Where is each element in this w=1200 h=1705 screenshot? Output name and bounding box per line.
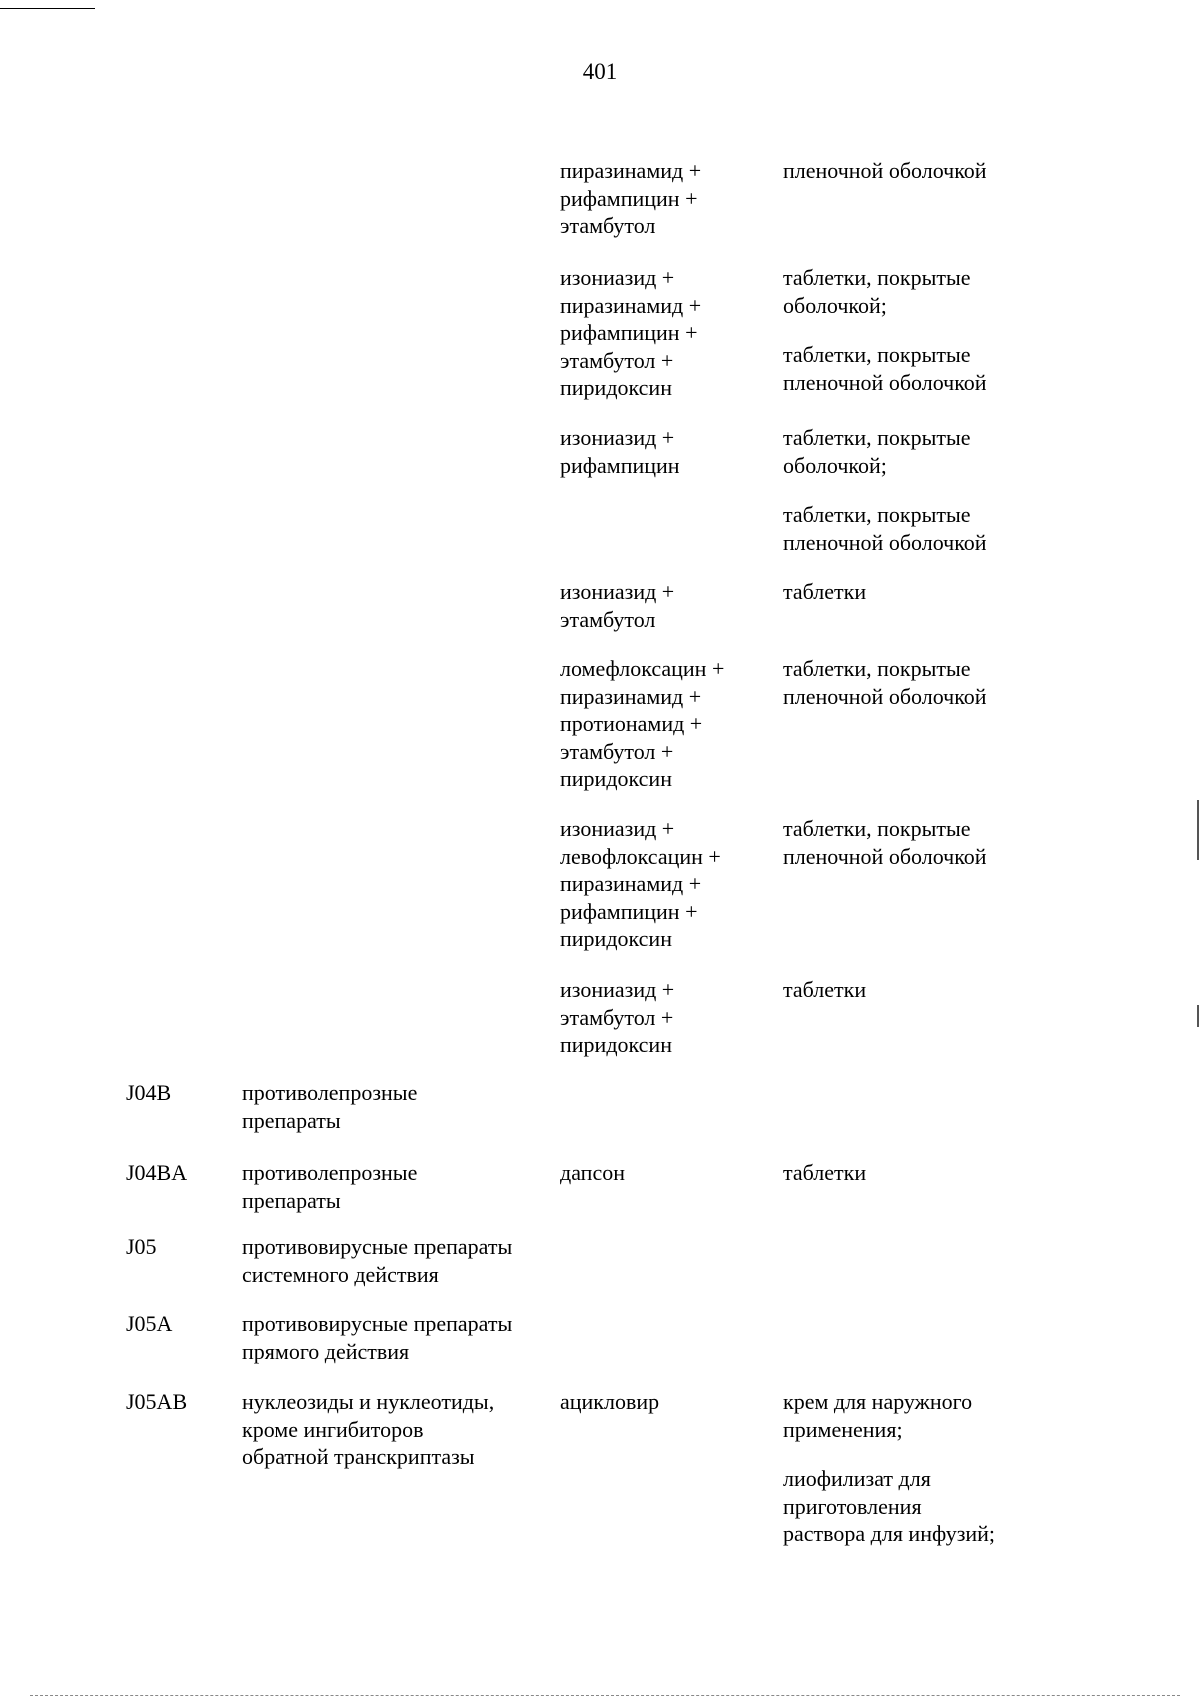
- dosage-forms: [783, 578, 1083, 606]
- text-line: этамбутол: [560, 213, 656, 238]
- text-line: оболочкой;: [783, 452, 887, 478]
- text-line: пленочной оболочкой: [783, 683, 987, 709]
- group-name: [242, 1079, 562, 1134]
- text-line: протионамид +: [560, 711, 703, 736]
- text-line: обратной транскриптазы: [242, 1444, 475, 1469]
- text-line: пиразинамид +: [560, 683, 702, 709]
- text-line: рифампицин +: [560, 185, 698, 211]
- dosage-form: [783, 424, 1083, 479]
- dosage-form: [783, 501, 1083, 556]
- text-line: таблетки, покрытые: [783, 342, 971, 367]
- text-line: прямого действия: [242, 1338, 410, 1364]
- text-line: пленочной оболочкой: [783, 529, 987, 555]
- dosage-form: [783, 157, 1083, 185]
- text-line: таблетки: [783, 977, 867, 1002]
- group-name: [242, 1310, 562, 1365]
- dosage-forms: [783, 157, 1083, 185]
- scan-edge-line: [30, 1695, 1180, 1696]
- text-line: таблетки, покрытые: [783, 656, 971, 681]
- text-line: кроме ингибиторов: [242, 1416, 424, 1442]
- dosage-form: [783, 655, 1083, 710]
- text-line: изониазид +: [560, 977, 675, 1002]
- text-line: нуклеозиды и нуклеотиды,: [242, 1389, 495, 1414]
- text-line: лиофилизат для: [783, 1466, 931, 1491]
- text-line: противовирусные препараты: [242, 1311, 513, 1336]
- text-line: таблетки, покрытые: [783, 265, 971, 290]
- text-line: этамбутол +: [560, 1004, 674, 1030]
- text-line: пиридоксин: [560, 766, 672, 791]
- text-line: оболочкой;: [783, 292, 887, 318]
- dosage-forms: [783, 1159, 1083, 1187]
- text-line: рифампицин: [560, 452, 680, 478]
- text-line: пиридоксин: [560, 1032, 672, 1057]
- drug-name: [560, 976, 770, 1059]
- text-line: пленочной оболочкой: [783, 843, 987, 869]
- text-line: пленочной оболочкой: [783, 158, 987, 183]
- text-line: рифампицин +: [560, 898, 698, 924]
- text-line: раствора для инфузий;: [783, 1521, 996, 1546]
- group-name: [242, 1388, 562, 1471]
- text-line: противовирусные препараты: [242, 1234, 513, 1259]
- drug-name: [560, 157, 770, 240]
- drug-name: [560, 815, 770, 953]
- atc-code: J04BA: [126, 1160, 188, 1185]
- scan-edge-mark: [1197, 1005, 1199, 1027]
- drug-name: [560, 578, 770, 633]
- text-line: противолепрозные: [242, 1160, 418, 1185]
- text-line: пиразинамид +: [560, 158, 702, 183]
- text-line: таблетки, покрытые: [783, 425, 971, 450]
- text-line: таблетки: [783, 1160, 867, 1185]
- text-line: этамбутол +: [560, 738, 674, 764]
- text-line: таблетки, покрытые: [783, 816, 971, 841]
- text-line: изониазид +: [560, 579, 675, 604]
- text-line: левофлоксацин +: [560, 843, 721, 869]
- text-line: изониазид +: [560, 425, 675, 450]
- text-line: применения;: [783, 1416, 903, 1442]
- text-line: этамбутол +: [560, 347, 674, 373]
- text-line: таблетки: [783, 579, 867, 604]
- text-line: ацикловир: [560, 1389, 660, 1414]
- group-name: [242, 1233, 562, 1288]
- text-line: противолепрозные: [242, 1080, 418, 1105]
- text-line: пленочной оболочкой: [783, 369, 987, 395]
- dosage-form: [783, 1159, 1083, 1187]
- text-line: системного действия: [242, 1261, 439, 1287]
- atc-code: J05: [126, 1234, 157, 1259]
- text-line: изониазид +: [560, 816, 675, 841]
- text-line: крем для наружного: [783, 1389, 973, 1414]
- atc-code: J05AB: [126, 1389, 188, 1414]
- text-line: пиридоксин: [560, 926, 672, 951]
- text-line: таблетки, покрытые: [783, 502, 971, 527]
- dosage-forms: [783, 976, 1083, 1004]
- dosage-forms: [783, 1388, 1083, 1548]
- text-line: этамбутол: [560, 606, 656, 632]
- text-line: приготовления: [783, 1493, 922, 1519]
- atc-code: J05A: [126, 1311, 173, 1336]
- drug-name: [560, 424, 770, 479]
- atc-code: J04B: [126, 1080, 172, 1105]
- drug-name: [560, 1388, 770, 1416]
- dosage-forms: [783, 264, 1083, 396]
- text-line: рифампицин +: [560, 320, 698, 345]
- text-line: дапсон: [560, 1160, 625, 1185]
- dosage-forms: [783, 815, 1083, 870]
- dosage-form: [783, 578, 1083, 606]
- drug-name: [560, 264, 770, 402]
- text-line: пиразинамид +: [560, 871, 702, 896]
- text-line: изониазид +: [560, 265, 675, 290]
- dosage-forms: [783, 424, 1083, 556]
- text-line: пиридоксин: [560, 375, 672, 400]
- page-number: 401: [582, 59, 618, 84]
- drug-name: [560, 1159, 770, 1187]
- dosage-form: [783, 1388, 1083, 1443]
- scan-edge-line: [0, 8, 95, 9]
- text-line: препараты: [242, 1107, 341, 1133]
- dosage-form: [783, 1465, 1083, 1548]
- text-line: пиразинамид +: [560, 292, 702, 318]
- dosage-form: [783, 264, 1083, 319]
- scan-edge-mark: [1197, 800, 1199, 860]
- dosage-form: [783, 815, 1083, 870]
- drug-name: [560, 655, 770, 793]
- dosage-form: [783, 976, 1083, 1004]
- group-name: [242, 1159, 562, 1214]
- dosage-form: [783, 341, 1083, 396]
- text-line: ломефлоксацин +: [560, 656, 725, 681]
- dosage-forms: [783, 655, 1083, 710]
- text-line: препараты: [242, 1187, 341, 1213]
